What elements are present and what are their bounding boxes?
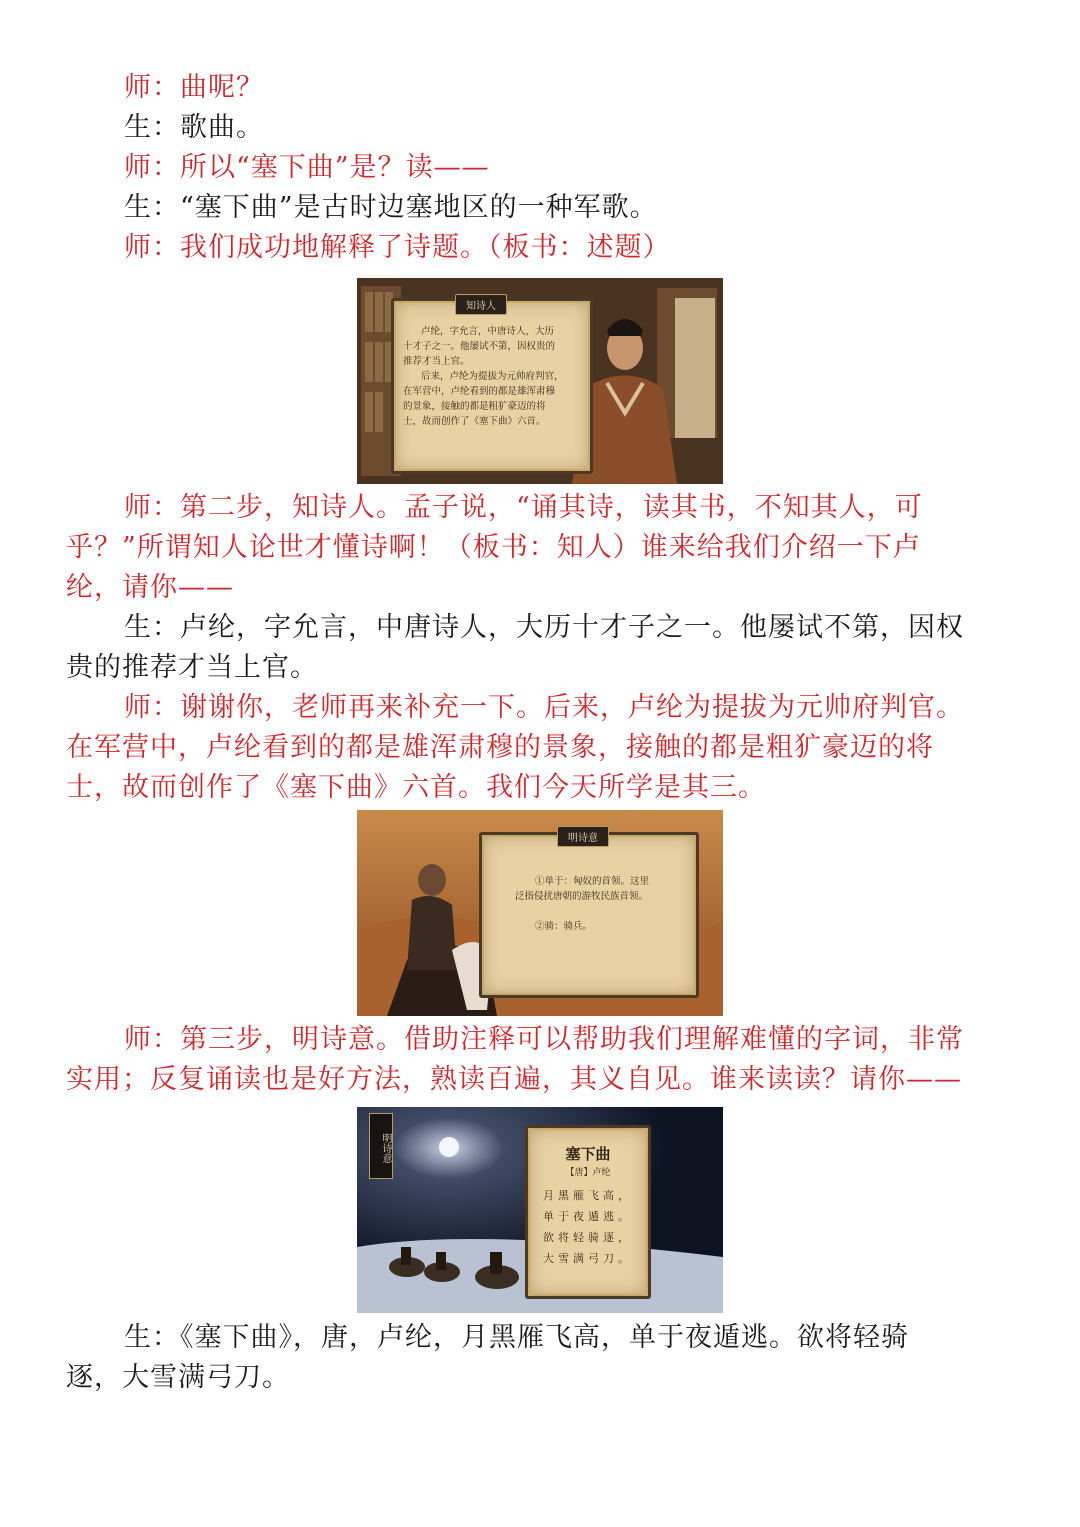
panel-text: [403, 324, 564, 429]
panel-line: ②骑：骑兵。: [535, 921, 593, 932]
panel-line: 卢纶，字允言，中唐诗人，大历: [421, 326, 555, 337]
paragraph-line: 师：谢谢你，老师再来补充一下。后来，卢纶为提拔为元帅府判官。: [124, 692, 964, 723]
paragraph-line: 生：卢纶，字允言，中唐诗人，大历十才子之一。他屡试不第，因权: [124, 612, 964, 643]
dialogue-line: 生：“塞下曲”是古时边塞地区的一种军歌。: [124, 192, 658, 223]
dialogue-line: 师：所以“塞下曲”是？读——: [124, 152, 490, 183]
slide-annotations: [357, 810, 723, 1016]
panel-line: 的景象，接触的都是粗犷豪迈的将: [403, 401, 546, 412]
poem-line: 欲将轻骑逐，: [543, 1231, 633, 1244]
slide-tag: 知诗人: [455, 294, 507, 315]
paragraph-line: 生：《塞下曲》，唐，卢纶，月黑雁飞高，单于夜遁逃。欲将轻骑: [124, 1322, 909, 1353]
panel-line: 士，故而创作了《塞下曲》六首。: [403, 416, 546, 427]
paragraph-line: 师：第三步，明诗意。借助注释可以帮助我们理解难懂的字词，非常: [124, 1024, 964, 1055]
slide-poet-intro: [357, 278, 723, 484]
poem-line: 单于夜遁逃。: [543, 1210, 633, 1223]
paragraph-line: 乎？”所谓知人论世才懂诗啊！（板书：知人）谁来给我们介绍一下卢: [66, 532, 921, 563]
dialogue-line: 师：我们成功地解释了诗题。（板书：述题）: [124, 232, 671, 263]
panel-line: ①单于：匈奴的首领。这里: [535, 876, 650, 887]
panel-line: [535, 904, 649, 919]
panel-line: 十才子之一。他屡试不第，因权贵的: [403, 341, 556, 352]
slide-tag: 明诗意: [557, 826, 609, 847]
poem-lines: [543, 1185, 633, 1269]
side-tag: 明诗意: [369, 1113, 393, 1179]
poem-title: 塞下曲: [565, 1145, 611, 1163]
paragraph-line: 贵的推荐才当上官。: [66, 652, 318, 683]
dialogue-line: 生：歌曲。: [124, 112, 264, 143]
poem-line: 大雪满弓刀。: [543, 1252, 633, 1265]
paragraph-line: 纶，请你——: [66, 572, 234, 603]
paragraph-line: 逐，大雪满弓刀。: [66, 1362, 290, 1393]
poem-line: 月黑雁飞高，: [543, 1189, 633, 1202]
slide-poem: [357, 1107, 723, 1313]
paragraph-line: 在军营中，卢纶看到的都是雄浑肃穆的景象，接触的都是粗犷豪迈的将: [66, 732, 934, 763]
dialogue-line: 师：曲呢？: [124, 72, 264, 103]
panel-line: 后来，卢纶为提拔为元帅府判官，: [421, 371, 564, 382]
panel-line: 泛指侵扰唐朝的游牧民族首领。: [515, 891, 649, 902]
paragraph-line: 实用；反复诵读也是好方法，熟读百遍，其义自见。谁来读读？请你——: [66, 1064, 962, 1095]
panel-line: 在军营中，卢纶看到的都是雄浑肃穆: [403, 386, 556, 397]
panel-line: 推荐才当上官。: [403, 356, 470, 367]
paragraph-line: 士，故而创作了《塞下曲》六首。我们今天所学是其三。: [66, 772, 766, 803]
poem-author: 【唐】卢纶: [565, 1168, 611, 1178]
panel-text: [515, 874, 650, 934]
paragraph-line: 师：第二步，知诗人。孟子说，“诵其诗，读其书，不知其人，可: [124, 492, 923, 523]
